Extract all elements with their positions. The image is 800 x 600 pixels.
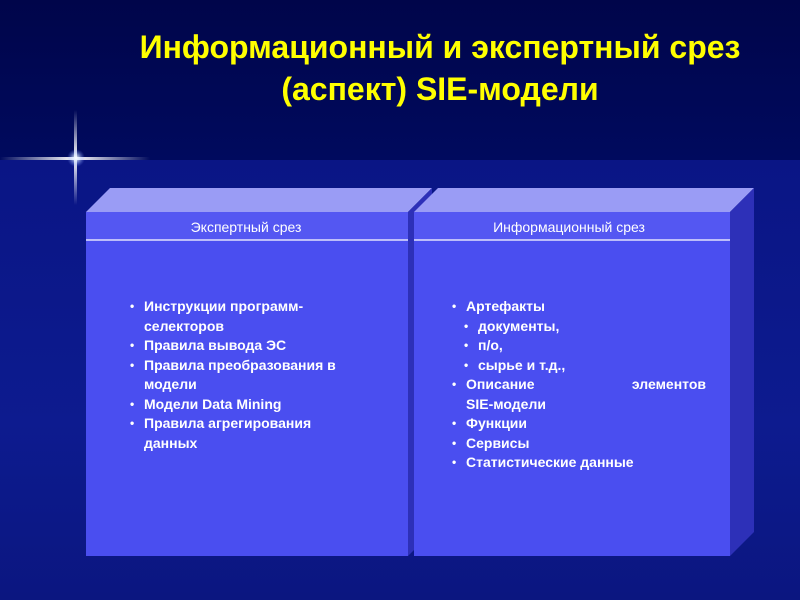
- bullet-icon: •: [464, 338, 469, 352]
- bullet-icon: •: [130, 396, 135, 411]
- list-item: • Статистические данные: [446, 453, 706, 473]
- bullet-icon: •: [452, 377, 457, 391]
- list-item: • Сервисы: [446, 434, 706, 454]
- list-item: • Правила вывода ЭС: [124, 336, 354, 356]
- bullet-icon: •: [452, 435, 457, 450]
- list-subitem: • п/о,: [446, 336, 706, 356]
- list-item: • Функции: [446, 414, 706, 434]
- list-item: • Правила преобразования в модели: [130, 356, 336, 392]
- list-item: • Артефакты: [446, 297, 706, 317]
- left-panel-list: [124, 297, 354, 453]
- list-item: • Описание элементов SIE-модели: [452, 376, 706, 412]
- list-subitem: • документы,: [446, 317, 706, 337]
- right-panel-header: Информационный срез: [493, 219, 645, 235]
- bullet-icon: •: [130, 416, 135, 430]
- page-title: Информационный и экспертный срез (аспект) SIE-модели: [139, 29, 741, 107]
- bullet-icon: •: [130, 299, 135, 313]
- left-panel-header: Экспертный срез: [190, 219, 302, 235]
- bullet-icon: •: [130, 357, 135, 372]
- bullet-icon: •: [452, 455, 457, 469]
- bullet-icon: •: [452, 416, 457, 430]
- bullet-icon: •: [130, 338, 135, 352]
- bullet-icon: •: [464, 357, 469, 372]
- right-panel-list: [446, 297, 706, 473]
- bullet-icon: •: [452, 299, 457, 313]
- list-subitem: • сырье и т.д.,: [446, 356, 706, 376]
- bullet-icon: •: [464, 318, 469, 333]
- list-item: • Модели Data Mining: [124, 395, 354, 415]
- list-item: • Правила агрегирования данных: [130, 415, 312, 451]
- list-item: • Инструкции программ-селекторов: [130, 298, 304, 334]
